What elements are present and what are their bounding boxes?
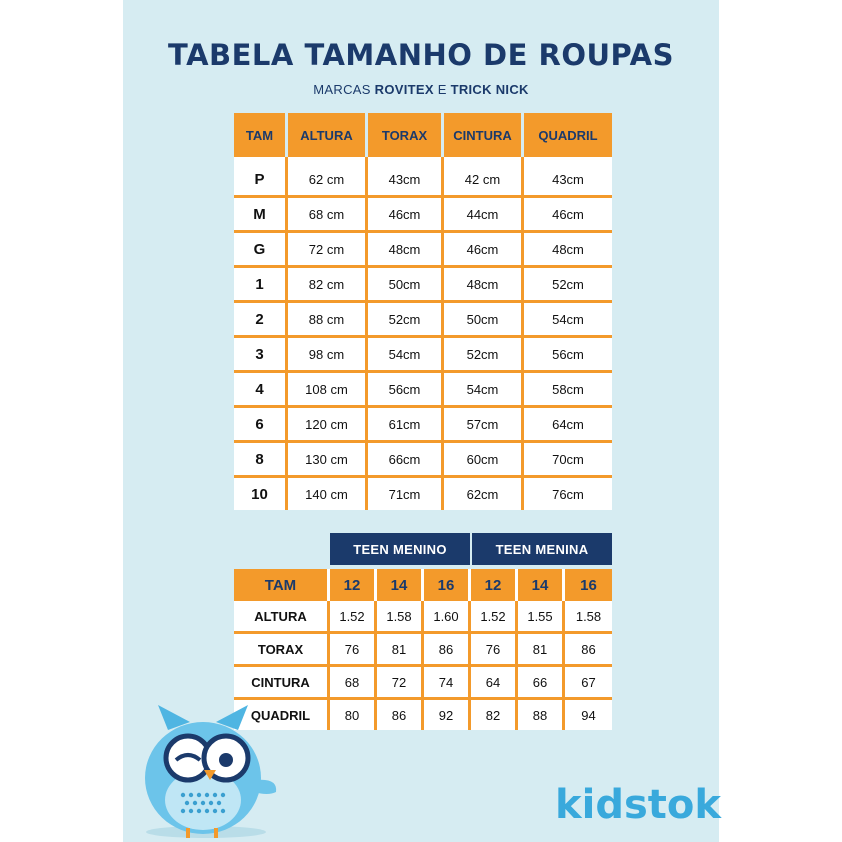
header-quadril: QUADRIL xyxy=(524,113,612,157)
measurement-cell: 42 cm xyxy=(444,157,524,198)
teen-measurement-cell: 1.52 xyxy=(471,601,518,634)
subtitle-joiner: E xyxy=(433,82,451,97)
page-subtitle xyxy=(0,82,842,97)
measurement-cell: 98 cm xyxy=(288,338,368,373)
measurement-cell: 56cm xyxy=(368,373,444,408)
measurement-cell: 76cm xyxy=(524,478,612,510)
measurement-cell: 43cm xyxy=(368,157,444,198)
measurement-label-cell: CINTURA xyxy=(234,667,330,700)
size-label-cell: 4 xyxy=(234,373,288,408)
size-table-row xyxy=(234,478,612,510)
measurement-cell: 61cm xyxy=(368,408,444,443)
teen-girl-header: TEEN MENINA xyxy=(472,533,612,565)
subtitle-prefix: MARCAS xyxy=(313,82,375,97)
measurement-cell: 70cm xyxy=(524,443,612,478)
measurement-cell: 64cm xyxy=(524,408,612,443)
teen-table-row xyxy=(234,601,612,634)
teen-table-row xyxy=(234,667,612,700)
teen-measurement-cell: 74 xyxy=(424,667,471,700)
teen-measurement-cell: 68 xyxy=(330,667,377,700)
size-table-row xyxy=(234,268,612,303)
teen-measurement-cell: 86 xyxy=(565,634,612,667)
teen-header-cell: 16 xyxy=(565,569,612,601)
size-table-header-row xyxy=(234,113,612,157)
measurement-cell: 54cm xyxy=(524,303,612,338)
teen-header-tam: TAM xyxy=(234,569,330,601)
measurement-cell: 82 cm xyxy=(288,268,368,303)
measurement-cell: 48cm xyxy=(368,233,444,268)
teen-measurement-cell: 66 xyxy=(518,667,565,700)
measurement-cell: 54cm xyxy=(368,338,444,373)
measurement-cell: 140 cm xyxy=(288,478,368,510)
page-title: TABELA TAMANHO DE ROUPAS xyxy=(168,38,674,72)
teen-measurement-cell: 88 xyxy=(518,700,565,730)
measurement-cell: 68 cm xyxy=(288,198,368,233)
measurement-cell: 48cm xyxy=(524,233,612,268)
measurement-cell: 46cm xyxy=(524,198,612,233)
teen-header-cell: 14 xyxy=(377,569,424,601)
size-label-cell: 6 xyxy=(234,408,288,443)
measurement-cell: 88 cm xyxy=(288,303,368,338)
measurement-cell: 44cm xyxy=(444,198,524,233)
teen-measurement-cell: 80 xyxy=(330,700,377,730)
size-label-cell: 1 xyxy=(234,268,288,303)
size-table-row xyxy=(234,373,612,408)
measurement-cell: 43cm xyxy=(524,157,612,198)
measurement-cell: 62 cm xyxy=(288,157,368,198)
owl-mascot-icon xyxy=(128,700,278,840)
measurement-label-cell: TORAX xyxy=(234,634,330,667)
size-table-row xyxy=(234,198,612,233)
size-table-row xyxy=(234,233,612,268)
teen-measurement-cell: 94 xyxy=(565,700,612,730)
teen-table-header-row xyxy=(234,569,612,601)
teen-header-cell: 12 xyxy=(330,569,377,601)
measurement-cell: 66cm xyxy=(368,443,444,478)
teen-boy-header: TEEN MENINO xyxy=(330,533,470,565)
size-label-cell: 2 xyxy=(234,303,288,338)
size-label-cell: P xyxy=(234,157,288,198)
teen-measurement-cell: 72 xyxy=(377,667,424,700)
kidstok-logo: kidstok xyxy=(555,782,721,828)
teen-measurement-cell: 1.52 xyxy=(330,601,377,634)
size-table xyxy=(234,113,612,510)
teen-measurement-cell: 81 xyxy=(377,634,424,667)
measurement-cell: 57cm xyxy=(444,408,524,443)
measurement-cell: 130 cm xyxy=(288,443,368,478)
size-label-cell: M xyxy=(234,198,288,233)
measurement-cell: 54cm xyxy=(444,373,524,408)
measurement-cell: 52cm xyxy=(368,303,444,338)
header-tam: TAM xyxy=(234,113,288,157)
subtitle-brand-1: ROVITEX xyxy=(374,82,434,97)
size-table-row xyxy=(234,443,612,478)
measurement-label-cell: ALTURA xyxy=(234,601,330,634)
teen-measurement-cell: 81 xyxy=(518,634,565,667)
measurement-label-cell: QUADRIL xyxy=(234,700,330,730)
teen-table-row xyxy=(234,700,612,730)
measurement-cell: 56cm xyxy=(524,338,612,373)
size-table-row xyxy=(234,303,612,338)
measurement-cell: 58cm xyxy=(524,373,612,408)
teen-measurement-cell: 64 xyxy=(471,667,518,700)
measurement-cell: 50cm xyxy=(444,303,524,338)
size-label-cell: 8 xyxy=(234,443,288,478)
teen-measurement-cell: 76 xyxy=(330,634,377,667)
measurement-cell: 46cm xyxy=(368,198,444,233)
measurement-cell: 71cm xyxy=(368,478,444,510)
size-label-cell: G xyxy=(234,233,288,268)
subtitle-brand-2: TRICK NICK xyxy=(450,82,529,97)
measurement-cell: 62cm xyxy=(444,478,524,510)
measurement-cell: 50cm xyxy=(368,268,444,303)
teen-header-cell: 14 xyxy=(518,569,565,601)
teen-measurement-cell: 82 xyxy=(471,700,518,730)
teen-size-table xyxy=(234,569,612,730)
teen-table-row xyxy=(234,634,612,667)
measurement-cell: 46cm xyxy=(444,233,524,268)
measurement-cell: 120 cm xyxy=(288,408,368,443)
teen-measurement-cell: 1.58 xyxy=(377,601,424,634)
teen-measurement-cell: 86 xyxy=(377,700,424,730)
header-torax: TORAX xyxy=(368,113,444,157)
size-label-cell: 3 xyxy=(234,338,288,373)
measurement-cell: 72 cm xyxy=(288,233,368,268)
measurement-cell: 108 cm xyxy=(288,373,368,408)
teen-header-cell: 16 xyxy=(424,569,471,601)
size-table-row xyxy=(234,338,612,373)
measurement-cell: 52cm xyxy=(524,268,612,303)
size-table-row xyxy=(234,157,612,198)
measurement-cell: 48cm xyxy=(444,268,524,303)
teen-measurement-cell: 1.58 xyxy=(565,601,612,634)
teen-measurement-cell: 86 xyxy=(424,634,471,667)
teen-measurement-cell: 1.60 xyxy=(424,601,471,634)
teen-measurement-cell: 76 xyxy=(471,634,518,667)
measurement-cell: 52cm xyxy=(444,338,524,373)
teen-header-cell: 12 xyxy=(471,569,518,601)
teen-measurement-cell: 67 xyxy=(565,667,612,700)
header-cintura: CINTURA xyxy=(444,113,524,157)
teen-measurement-cell: 92 xyxy=(424,700,471,730)
size-label-cell: 10 xyxy=(234,478,288,510)
teen-measurement-cell: 1.55 xyxy=(518,601,565,634)
size-table-row xyxy=(234,408,612,443)
measurement-cell: 60cm xyxy=(444,443,524,478)
header-altura: ALTURA xyxy=(288,113,368,157)
